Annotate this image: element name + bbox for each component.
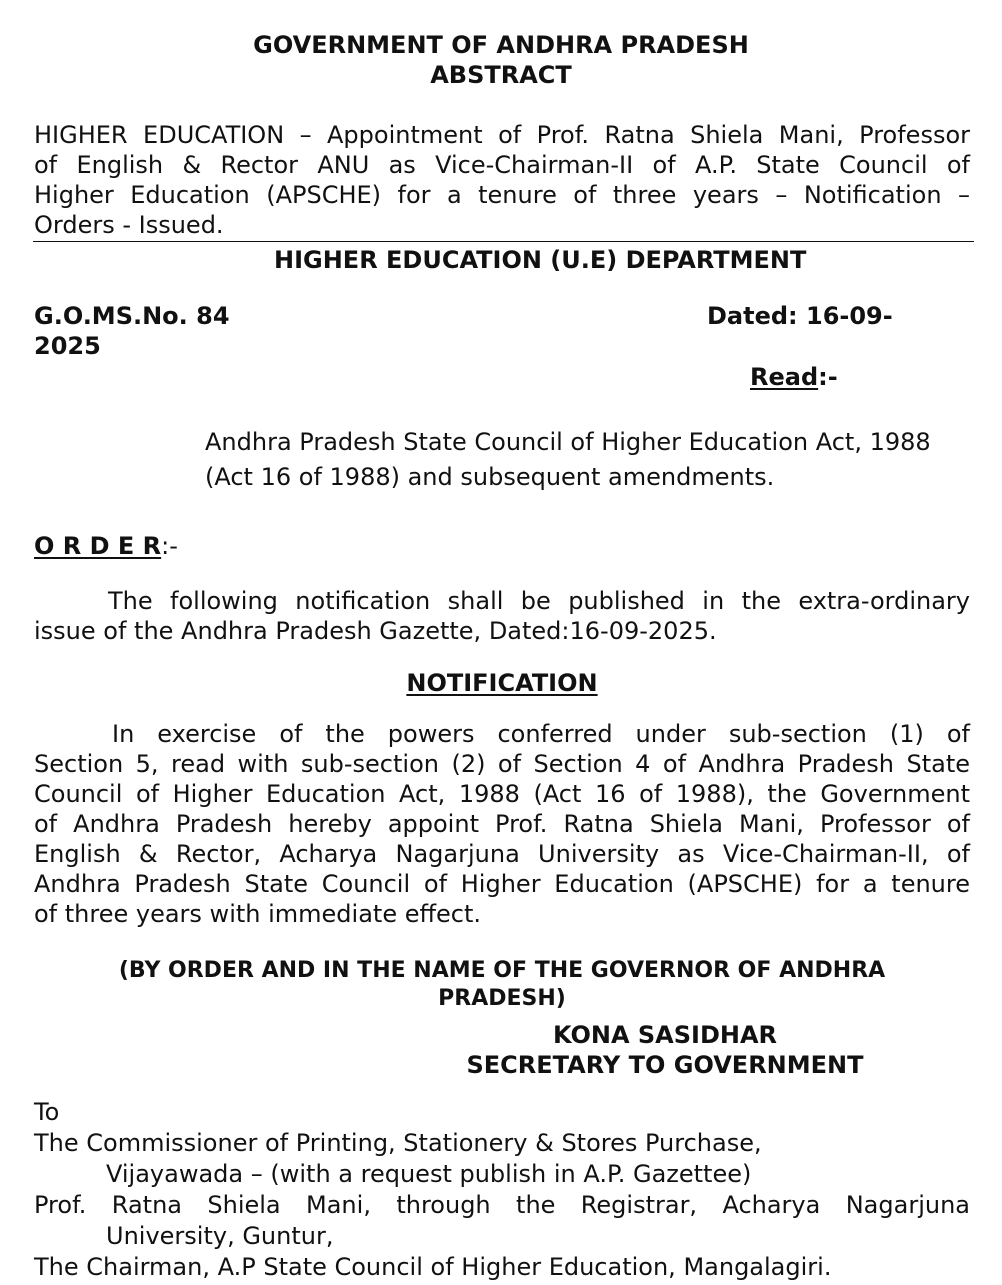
- distribution-to: To: [34, 1098, 60, 1126]
- go-number: [34, 301, 230, 361]
- go-number-line: G.O.MS.No. 84: [34, 302, 230, 330]
- read-heading: [750, 362, 838, 392]
- reference-line: Andhra Pradesh State Council of Higher Education Act, 1988: [205, 428, 931, 456]
- recipient-line: The Chairman, A.P State Council of Higher Education, Mangalagiri.: [34, 1253, 832, 1281]
- read-suffix: :-: [818, 363, 838, 391]
- subject-line: of English & Rector ANU as Vice-Chairman-II of A.P. State Council of: [34, 151, 970, 179]
- subject-block: [34, 120, 970, 240]
- notification-line: English & Rector, Acharya Nagarjuna University as Vice-Chairman-II, of: [34, 840, 970, 868]
- notification-line: In exercise of the powers conferred under sub-section (1) of: [112, 720, 970, 748]
- by-order-line: (BY ORDER AND IN THE NAME OF THE GOVERNOR OF ANDHRA: [118, 958, 886, 983]
- notification-body: [34, 719, 970, 929]
- department-title: HIGHER EDUCATION (U.E) DEPARTMENT: [274, 246, 807, 274]
- abstract-title: ABSTRACT: [430, 61, 572, 89]
- notification-line: Council of Higher Education Act, 1988 (Act 16 of 1988), the Government: [34, 780, 970, 808]
- order-suffix: :-: [161, 532, 178, 560]
- signatory-block: [430, 1020, 900, 1080]
- distribution-list: [34, 1097, 970, 1283]
- recipient-line: University, Guntur,: [106, 1222, 334, 1250]
- recipient-line: Vijayawada – (with a request publish in A.P. Gazettee): [106, 1160, 752, 1188]
- order-heading: [34, 531, 178, 561]
- order-label: O R D E R: [34, 532, 162, 560]
- go-number-line: 2025: [34, 332, 101, 360]
- order-line: The following notification shall be published in the extra-ordinary: [108, 587, 970, 615]
- notification-line: Andhra Pradesh State Council of Higher Education (APSCHE) for a tenure: [34, 870, 970, 898]
- read-reference: [205, 425, 931, 495]
- read-label: Read: [750, 363, 819, 391]
- reference-line: (Act 16 of 1988) and subsequent amendments.: [205, 463, 775, 491]
- government-title: GOVERNMENT OF ANDHRA PRADESH: [253, 31, 749, 59]
- subject-line: Orders - Issued.: [34, 211, 224, 239]
- subject-divider: [33, 241, 974, 242]
- go-date: Dated: 16-09-: [707, 302, 893, 330]
- notification-line: of Andhra Pradesh hereby appoint Prof. Ratna Shiela Mani, Professor of: [34, 810, 970, 838]
- signatory-designation: SECRETARY TO GOVERNMENT: [466, 1051, 864, 1079]
- recipient-line: Prof. Ratna Shiela Mani, through the Registrar, Acharya Nagarjuna: [34, 1191, 970, 1219]
- notification-line: of three years with immediate effect.: [34, 900, 482, 928]
- recipient-line: The Commissioner of Printing, Stationery & Stores Purchase,: [34, 1129, 762, 1157]
- subject-line: Higher Education (APSCHE) for a tenure of three years – Notification –: [34, 181, 970, 209]
- notification-line: Section 5, read with sub-section (2) of Section 4 of Andhra Pradesh State: [34, 750, 970, 778]
- order-text: [34, 586, 970, 646]
- signatory-name: KONA SASIDHAR: [552, 1021, 778, 1049]
- notification-title-text: NOTIFICATION: [406, 669, 598, 697]
- notification-title: [0, 668, 1002, 698]
- order-line: issue of the Andhra Pradesh Gazette, Dated:16-09-2025.: [34, 617, 717, 645]
- by-order-block: [0, 957, 1002, 1013]
- by-order-line: PRADESH): [438, 986, 566, 1011]
- subject-line: HIGHER EDUCATION – Appointment of Prof. Ratna Shiela Mani, Professor: [34, 121, 970, 149]
